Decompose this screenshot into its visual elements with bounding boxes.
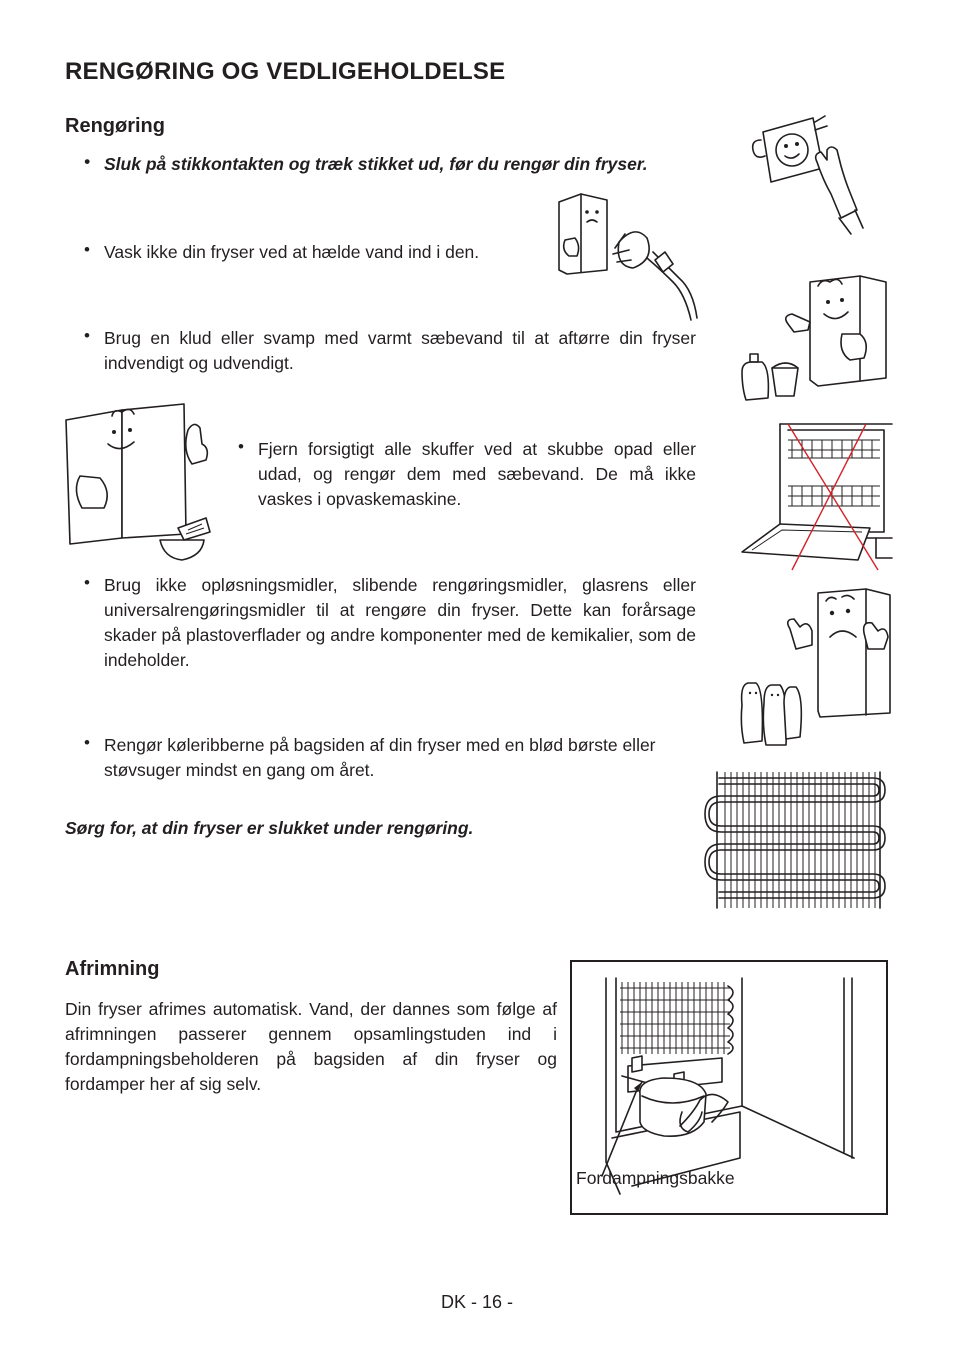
dishwasher-crossed-icon	[740, 420, 892, 572]
evaporation-tray-figure	[570, 960, 888, 1215]
defrost-heading: Afrimning	[65, 958, 160, 980]
cleaning-note: Sørg for, at din fryser er slukket under rengøring.	[65, 818, 474, 838]
figure-label: Fordampningsbakke	[576, 1168, 735, 1188]
open-freezer-icon	[60, 400, 215, 570]
cleaning-heading: Rengøring	[65, 115, 165, 137]
page-title: RENGØRING OG VEDLIGEHOLDELSE	[65, 58, 506, 85]
sad-fridge-icon	[738, 585, 893, 750]
water-hose-icon	[555, 190, 700, 325]
page-footer: DK - 16 -	[440, 1292, 514, 1312]
defrost-text: Din fryser afrimes automatisk. Vand, der dannes som følge af afrimningen passerer gennem opsamlingstuden ind i fordampningsbeholderen på bagsiden af din fryser og fordamper her af sig selv.	[65, 999, 557, 1094]
smiling-fridge-icon	[738, 268, 893, 408]
socket-plug-icon	[745, 110, 875, 235]
condenser-coil-icon	[705, 768, 890, 910]
